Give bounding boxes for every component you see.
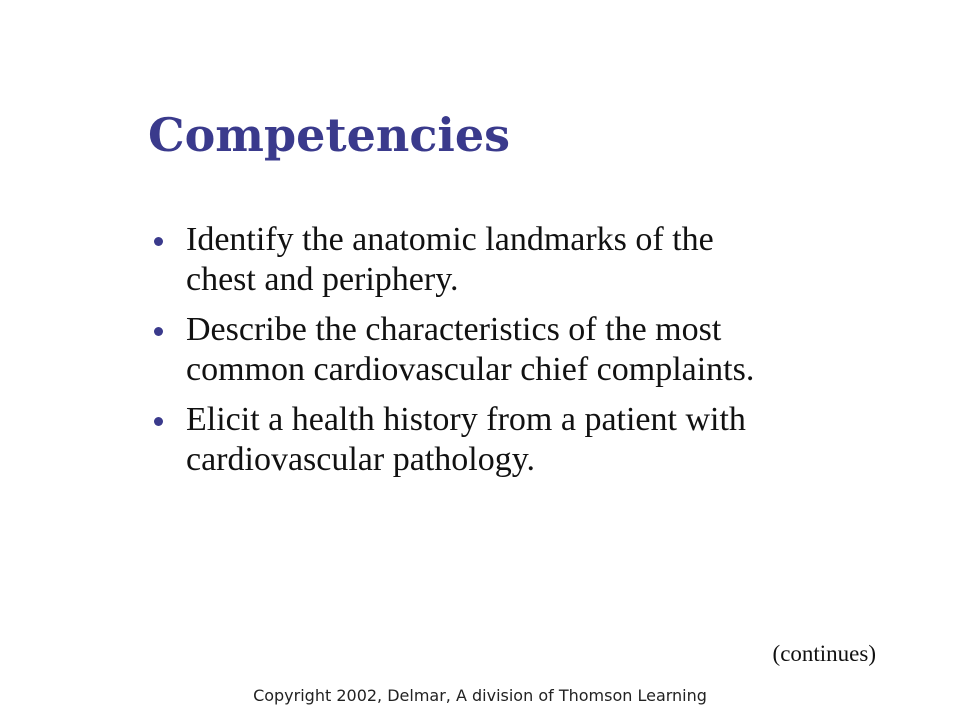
copyright-footer: Copyright 2002, Delmar, A division of Thomson Learning — [253, 686, 707, 705]
slide-title: Competencies — [148, 108, 511, 162]
bullet-list — [150, 220, 790, 490]
continues-note: (continues) — [772, 641, 876, 666]
bullet-item — [150, 220, 790, 300]
bullet-dot-icon — [154, 417, 163, 426]
bullet-item — [150, 400, 790, 480]
bullet-text: Describe the characteristics of the most common cardiovascular chief complaints. — [186, 311, 755, 388]
bullet-text: Elicit a health history from a patient with cardiovascular pathology. — [186, 401, 746, 478]
bullet-dot-icon — [154, 327, 163, 336]
bullet-text: Identify the anatomic landmarks of the chest and periphery. — [186, 221, 714, 298]
bullet-item — [150, 310, 790, 390]
bullet-dot-icon — [154, 237, 163, 246]
